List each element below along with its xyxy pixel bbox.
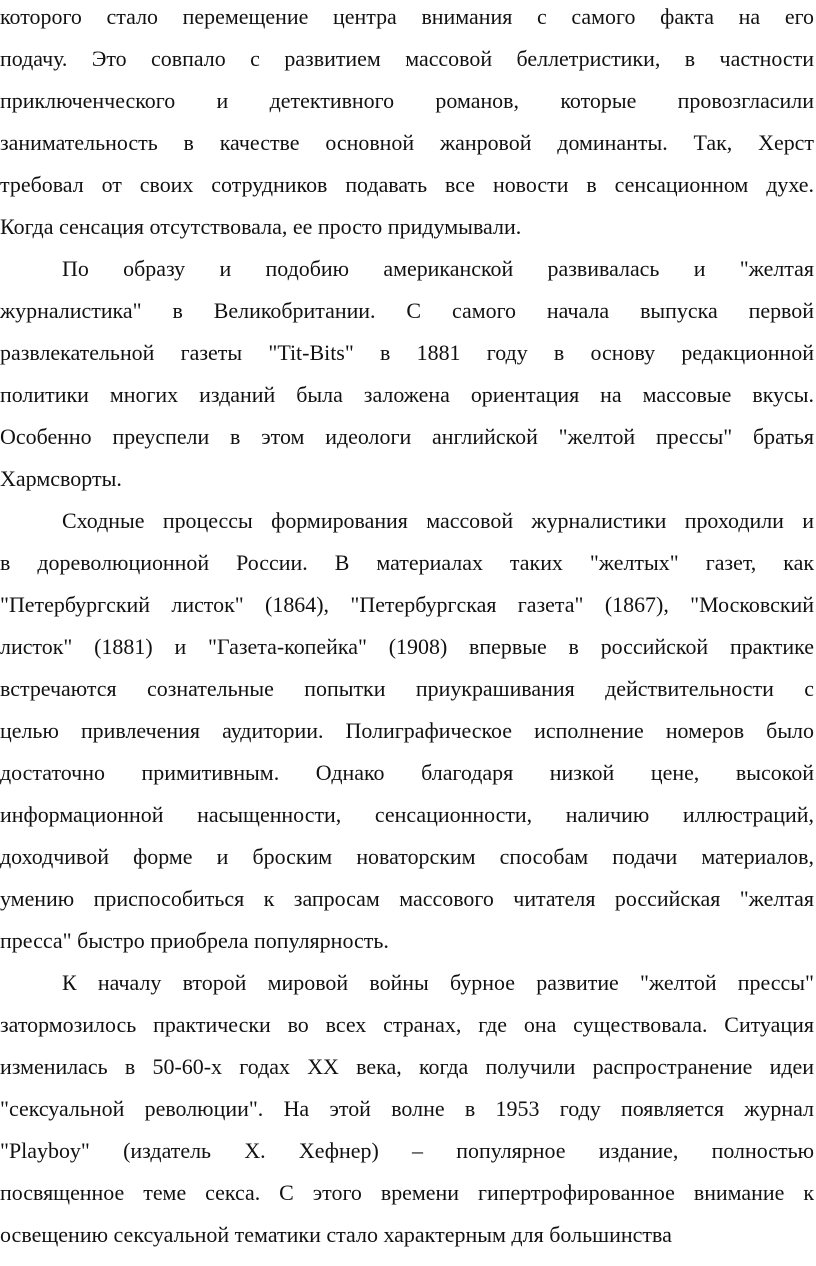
text-line: требовал от своих сотрудников подавать все новости в сенсационном духе.: [0, 172, 814, 197]
text-line: информационной насыщенности, сенсационности, наличию иллюстраций,: [0, 802, 814, 827]
text-line: в дореволюционной России. В материалах таких "желтых" газет, как: [0, 550, 814, 575]
text-line: К началу второй мировой войны бурное развитие "желтой прессы": [62, 970, 814, 995]
text-line: изменилась в 50-60-х годах XX века, когда получили распространение идеи: [0, 1054, 814, 1079]
text-line: По образу и подобию американской развивалась и "желтая: [62, 256, 814, 281]
text-line: затормозилось практически во всех странах, где она существовала. Ситуация: [0, 1012, 814, 1037]
text-line: Когда сенсация отсутствовала, ее просто придумывали.: [0, 214, 522, 239]
text-line: журналистика" в Великобритании. С самого начала выпуска первой: [0, 298, 814, 323]
text-line: политики многих изданий была заложена ориентация на массовые вкусы.: [0, 382, 814, 407]
text-line: развлекательной газеты "Tit-Bits" в 1881 году в основу редакционной: [0, 340, 814, 365]
text-line: встречаются сознательные попытки приукрашивания действительности с: [0, 676, 814, 701]
text-line: целью привлечения аудитории. Полиграфическое исполнение номеров было: [0, 718, 814, 743]
text-line: приключенческого и детективного романов, которые провозгласили: [0, 88, 814, 113]
text-line: Особенно преуспели в этом идеологи английской "желтой прессы" братья: [0, 424, 814, 449]
text-line: "Петербургский листок" (1864), "Петербургская газета" (1867), "Московский: [0, 592, 814, 617]
text-line: занимательность в качестве основной жанровой доминанты. Так, Херст: [0, 130, 814, 155]
text-line: посвященное теме секса. С этого времени гипертрофированное внимание к: [0, 1180, 814, 1205]
text-line: освещению сексуальной тематики стало характерным для большинства: [0, 1222, 672, 1247]
text-line: листок" (1881) и "Газета-копейка" (1908) впервые в российской практике: [0, 634, 814, 659]
text-line: достаточно примитивным. Однако благодаря низкой цене, высокой: [0, 760, 814, 785]
text-line: подачу. Это совпало с развитием массовой беллетристики, в частности: [0, 46, 814, 71]
text-line: доходчивой форме и броским новаторским способам подачи материалов,: [0, 844, 814, 869]
text-line: пресса" быстро приобрела популярность.: [0, 928, 389, 953]
text-line: которого стало перемещение центра внимания с самого факта на его: [0, 4, 814, 29]
text-line: Сходные процессы формирования массовой журналистики проходили и: [62, 508, 814, 533]
text-line: "Playboy" (издатель Х. Хефнер) – популярное издание, полностью: [0, 1138, 814, 1163]
text-line: "сексуальной революции". На этой волне в 1953 году появляется журнал: [0, 1096, 814, 1121]
text-line: умению приспособиться к запросам массового читателя российская "желтая: [0, 886, 814, 911]
text-line: Хармсворты.: [0, 466, 122, 491]
